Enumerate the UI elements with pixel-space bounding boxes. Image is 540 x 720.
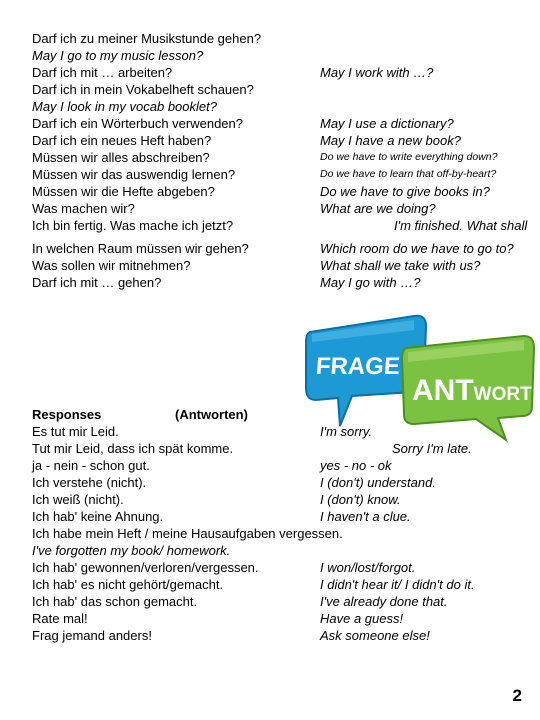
question-de-vocab: Darf ich in mein Vokabelheft schauen? — [32, 82, 254, 97]
response-en-already-done: I've already done that. — [320, 594, 448, 609]
response-en-guess: Have a guess! — [320, 611, 404, 626]
antwort-big-part: ANT — [412, 374, 474, 407]
response-de-ask-someone: Frag jemand anders! — [32, 628, 152, 643]
question-de-work-with: Darf ich mit … arbeiten? — [32, 65, 173, 80]
response-en-clue: I haven't a clue. — [320, 509, 411, 524]
response-de-late: Tut mir Leid, dass ich spät komme. — [32, 441, 234, 456]
question-de-write-all: Müssen wir alles abschreiben? — [32, 150, 210, 165]
question-de-go-with: Darf ich mit … gehen? — [32, 275, 162, 290]
answer-en-take: What shall we take with us? — [320, 258, 481, 273]
response-en-ask-someone: Ask someone else! — [320, 628, 430, 643]
response-de-clue: Ich hab' keine Ahnung. — [32, 509, 164, 524]
response-en-sorry: I'm sorry. — [320, 424, 373, 439]
question-de-hand-in: Müssen wir die Hefte abgeben? — [32, 184, 215, 199]
response-de-already-done: Ich hab' das schon gemacht. — [32, 594, 198, 609]
question-en-vocab: May I look in my vocab booklet? — [32, 99, 217, 114]
response-en-late: Sorry I'm late. — [392, 441, 472, 456]
responses-heading: Responses — [32, 407, 102, 422]
response-en-homework: I've forgotten my book/ homework. — [32, 543, 231, 558]
response-de-sorry: Es tut mir Leid. — [32, 424, 119, 439]
answer-en-learn-heart: Do we have to learn that off-by-heart? — [320, 168, 497, 180]
question-de-new-book: Darf ich ein neues Heft haben? — [32, 133, 212, 148]
frage-label: FRAGE — [314, 353, 401, 380]
response-en-understand: I (don't) understand. — [320, 475, 436, 490]
response-de-understand: Ich verstehe (nicht). — [32, 475, 147, 490]
question-de-learn: Müssen wir das auswendig lernen? — [32, 167, 236, 182]
answer-en-room: Which room do we have to go to? — [320, 241, 514, 256]
question-de-finished: Ich bin fertig. Was mache ich jetzt? — [32, 218, 234, 233]
answer-en-go-with: May I go with …? — [320, 275, 421, 290]
question-de-take: Was sollen wir mitnehmen? — [32, 258, 191, 273]
response-en-won-lost: I won/lost/forgot. — [320, 560, 416, 575]
response-en-not-heard: I didn't hear it/ I didn't do it. — [320, 577, 475, 592]
responses-heading-de: (Antworten) — [175, 407, 248, 422]
question-de-what-doing: Was machen wir? — [32, 201, 135, 216]
response-en-know: I (don't) know. — [320, 492, 401, 507]
question-de-dictionary: Darf ich ein Wörterbuch verwenden? — [32, 116, 243, 131]
response-en-yes-no: yes - no - ok — [320, 458, 392, 473]
question-en-music: May I go to my music lesson? — [32, 48, 204, 63]
response-de-yes-no: ja - nein - schon gut. — [32, 458, 150, 473]
antwort-small-part: WORT — [473, 384, 532, 405]
answer-en-dictionary: May I use a dictionary? — [320, 116, 454, 131]
response-de-homework: Ich habe mein Heft / meine Hausaufgaben vergessen. — [32, 526, 343, 541]
answer-en-work-with: May I work with …? — [320, 65, 434, 80]
antwort-bubble — [402, 336, 534, 440]
answer-en-give-books: Do we have to give books in? — [320, 184, 490, 199]
response-de-guess: Rate mal! — [32, 611, 88, 626]
question-de-room: In welchen Raum müssen wir gehen? — [32, 241, 249, 256]
response-de-not-heard: Ich hab' es nicht gehört/gemacht. — [32, 577, 224, 592]
question-de-music: Darf ich zu meiner Musikstunde gehen? — [32, 31, 262, 46]
answer-en-new-book: May I have a new book? — [320, 133, 461, 148]
answer-en-write-everything: Do we have to write everything down? — [320, 151, 498, 163]
answer-en-what-doing: What are we doing? — [320, 201, 436, 216]
response-de-know: Ich weiß (nicht). — [32, 492, 124, 507]
response-de-won-lost: Ich hab' gewonnen/verloren/vergessen. — [32, 560, 259, 575]
page-number: 2 — [512, 686, 522, 705]
answer-en-finished: I'm finished. What shall — [394, 218, 528, 233]
